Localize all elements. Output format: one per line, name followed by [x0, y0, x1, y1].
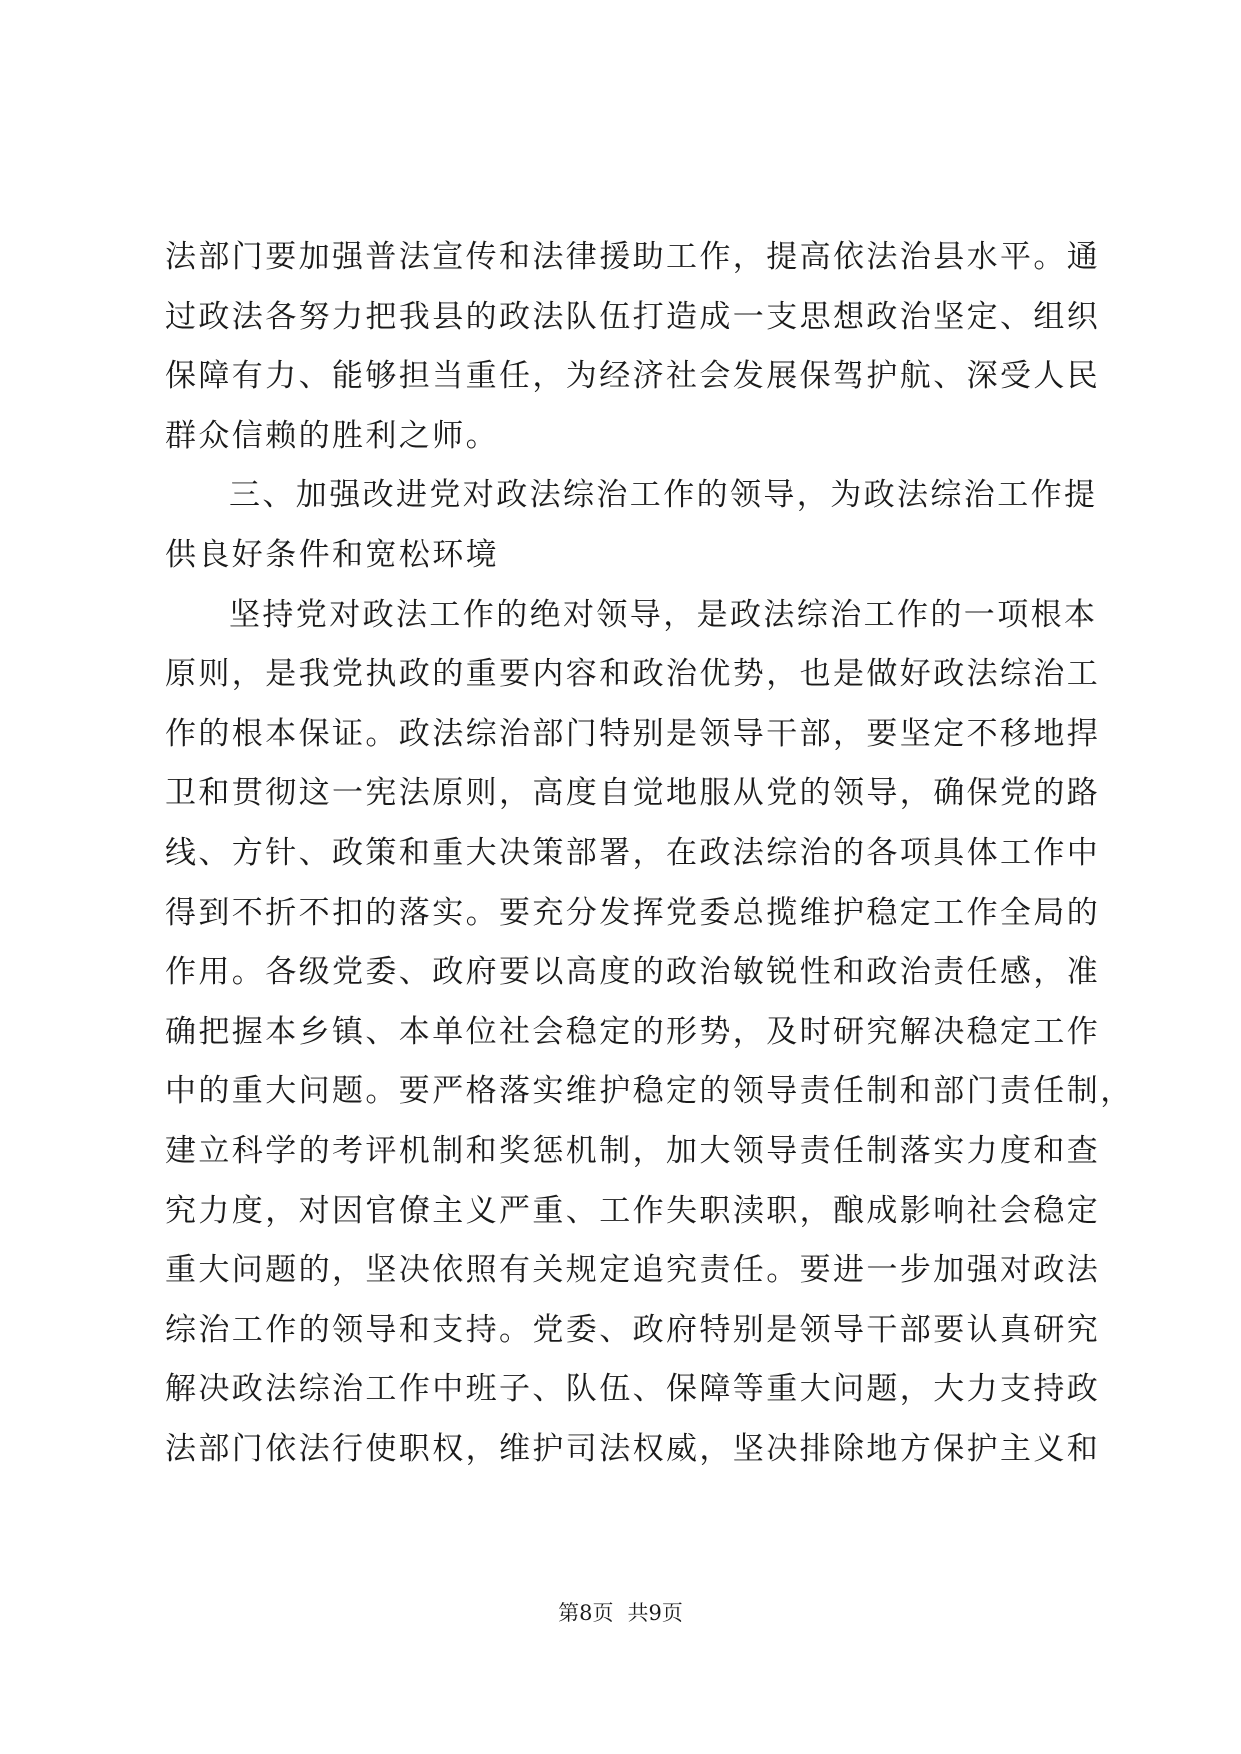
- text-line: 重大问题的，坚决依照有关规定追究责任。要进一步加强对政法: [165, 1252, 1101, 1289]
- text-line: 作用。各级党委、政府要以高度的政治敏锐性和政治责任感，准: [165, 954, 1101, 991]
- text-line: 过政法各努力把我县的政法队伍打造成一支思想政治坚定、组织: [165, 298, 1101, 335]
- section-heading-line: 三、加强改进党对政法综治工作的领导，为政法综治工作提: [229, 477, 1098, 514]
- document-body: [165, 228, 1134, 1479]
- text-line: 保障有力、能够担当重任，为经济社会发展保驾护航、深受人民: [165, 358, 1101, 395]
- text-line: 法部门要加强普法宣传和法律援助工作，提高依法治县水平。通: [165, 239, 1101, 275]
- text-line: 卫和贯彻这一宪法原则，高度自觉地服从党的领导，确保党的路: [165, 775, 1101, 812]
- section-heading-line: 供良好条件和宽松环境: [165, 536, 499, 573]
- page-footer: [0, 1598, 1241, 1628]
- text-line: 建立科学的考评机制和奖惩机制，加大领导责任制落实力度和查: [165, 1132, 1101, 1169]
- text-line: 确把握本乡镇、本单位社会稳定的形势，及时研究解决稳定工作: [165, 1013, 1101, 1050]
- text-line: 法部门依法行使职权，维护司法权威，坚决排除地方保护主义和: [165, 1430, 1101, 1467]
- text-line: 中的重大问题。要严格落实维护稳定的领导责任制和部门责任制，: [165, 1073, 1134, 1110]
- text-line: 综治工作的领导和支持。党委、政府特别是领导干部要认真研究: [165, 1311, 1101, 1348]
- page-number-total: 共9页: [627, 1601, 683, 1625]
- text-line: 群众信赖的胜利之师。: [165, 417, 499, 454]
- text-line: 原则，是我党执政的重要内容和政治优势，也是做好政法综治工: [165, 656, 1101, 693]
- text-line: 解决政法综治工作中班子、队伍、保障等重大问题，大力支持政: [165, 1371, 1101, 1408]
- page-number-current: 第8页: [558, 1601, 614, 1625]
- text-line: 作的根本保证。政法综治部门特别是领导干部，要坚定不移地捍: [165, 715, 1101, 752]
- text-line: 究力度，对因官僚主义严重、工作失职渎职，酿成影响社会稳定: [165, 1192, 1101, 1229]
- text-line: 得到不折不扣的落实。要充分发挥党委总揽维护稳定工作全局的: [165, 894, 1101, 931]
- text-line: 线、方针、政策和重大决策部署，在政法综治的各项具体工作中: [165, 834, 1101, 871]
- text-line: 坚持党对政法工作的绝对领导，是政法综治工作的一项根本: [229, 596, 1098, 633]
